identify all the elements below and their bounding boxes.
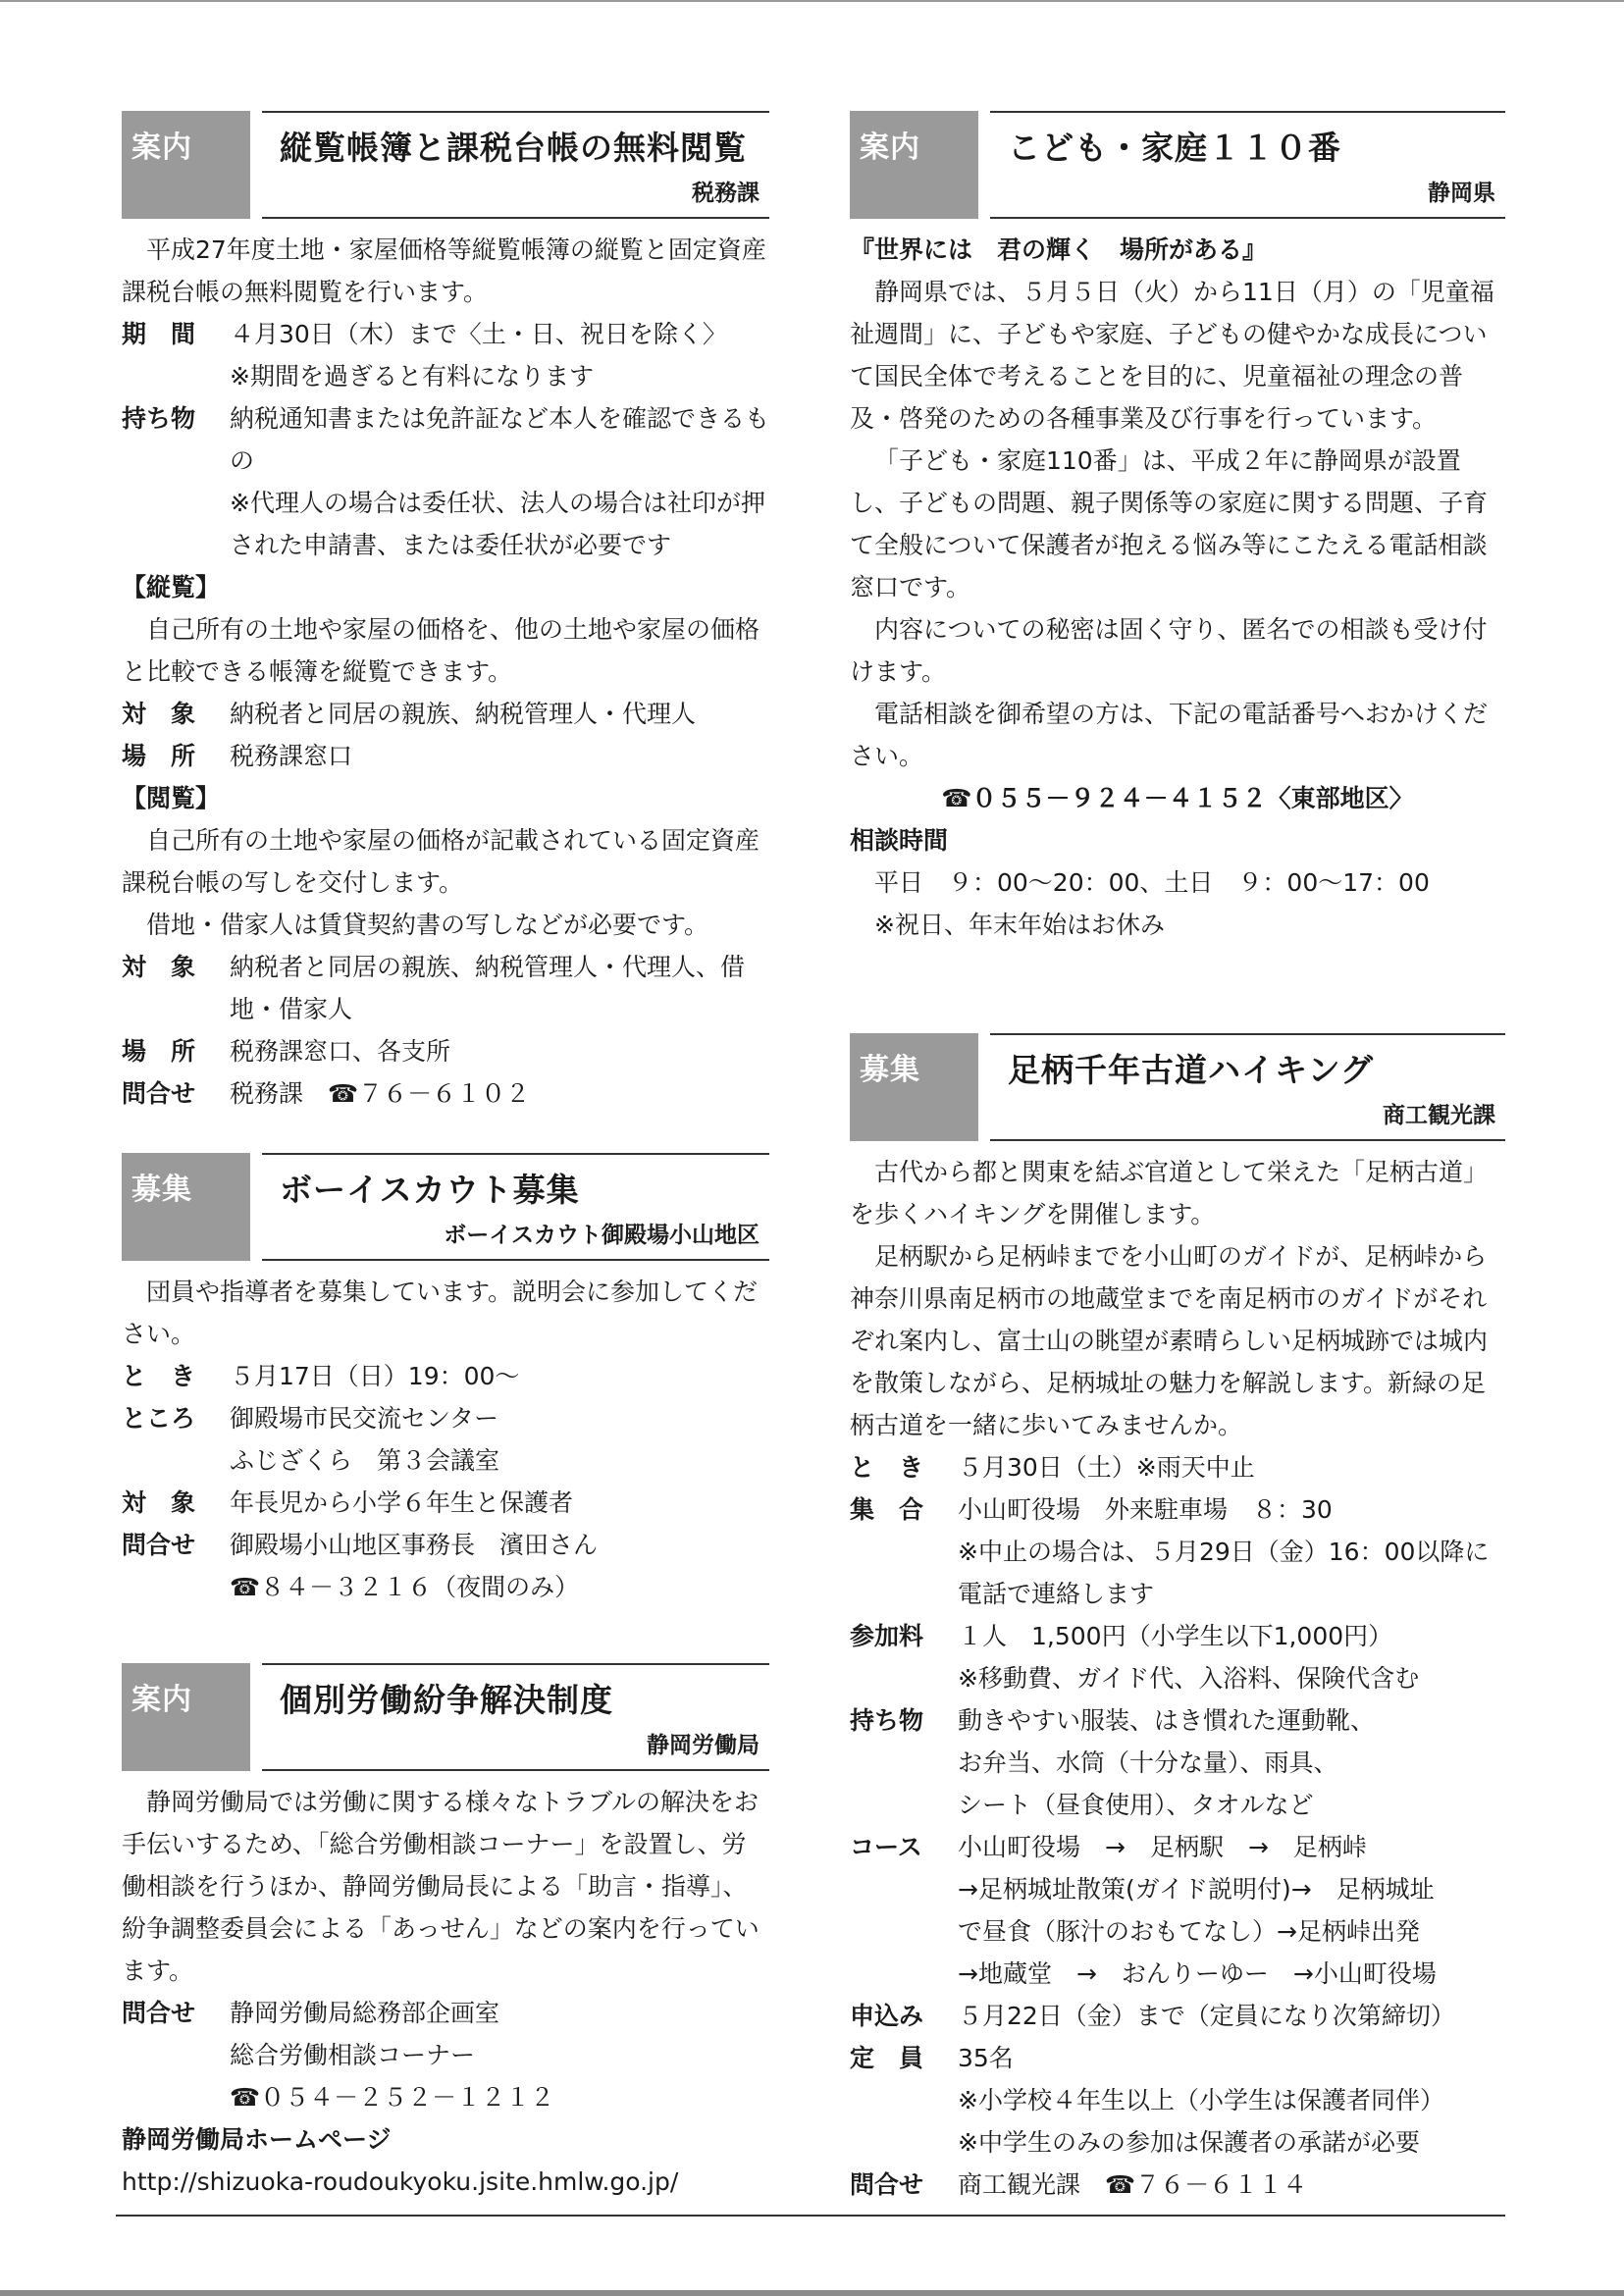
paragraph-1: 古代から都と関東を結ぶ官道として栄えた「足柄古道」を歩くハイキングを開催します。 bbox=[850, 1158, 1489, 1228]
bring-row bbox=[850, 1699, 1505, 1742]
section-title: 縦覧帳簿と課税台帳の無料閲覧 bbox=[280, 129, 747, 167]
bring-label: 持ち物 bbox=[850, 1706, 924, 1735]
inquiry-label: 問合せ bbox=[122, 1531, 196, 1559]
section-header bbox=[122, 1663, 769, 1771]
capacity-value: 35名 bbox=[958, 2044, 1014, 2072]
paragraph-2: 足柄駅から足柄峠までを小山町のガイドが、足柄峠から神奈川県南足柄市の地蔵堂までを南足柄市のガイドがそれぞれ案内し、富士山の眺望が素晴らしい足柄城跡では城内を散策しながら、足柄城址の魅力を解説します。新緑の足柄古道を一緒に歩いてみませんか。 bbox=[850, 1242, 1489, 1439]
slogan: 『世界には 君の輝く 場所がある』 bbox=[850, 235, 1268, 264]
when-row bbox=[850, 1446, 1505, 1488]
subheading-view: 【縦覧】 bbox=[122, 573, 221, 601]
hours-note: ※祝日、年末年始はお休み bbox=[874, 911, 1165, 939]
homepage-url[interactable]: http://shizuoka-roudoukyoku.jsite.hmlw.go.jp/ bbox=[122, 2167, 679, 2196]
bottom-border bbox=[0, 2290, 1624, 2296]
title-rule-bottom bbox=[990, 1139, 1505, 1141]
target-label: 対 象 bbox=[122, 700, 196, 728]
course-value: 小山町役場 → 足柄駅 → 足柄峠 bbox=[958, 1833, 1367, 1861]
course-value-2: →足柄城址散策(ガイド説明付)→ 足柄城址 bbox=[958, 1875, 1435, 1904]
inquiry-row bbox=[122, 1524, 769, 1566]
when-row bbox=[122, 1355, 769, 1397]
period-label: 期 間 bbox=[122, 320, 196, 348]
paragraph-3: 内容についての秘密は固く守り、匿名での相談も受け付けます。 bbox=[850, 615, 1488, 686]
intro-text: 団員や指導者を募集しています。説明会に参加してください。 bbox=[122, 1278, 759, 1348]
when-label: と き bbox=[122, 1362, 196, 1390]
section-department: 税務課 bbox=[692, 181, 760, 206]
section-department: 商工観光課 bbox=[1383, 1103, 1495, 1128]
place-label: 場 所 bbox=[122, 1037, 196, 1066]
place-label: 場 所 bbox=[122, 742, 196, 770]
view-text: 自己所有の土地や家屋の価格を、他の土地や家屋の価格と比較できる帳簿を縦覧できます。 bbox=[122, 615, 760, 686]
when-value: ５月30日（土）※雨天中止 bbox=[958, 1453, 1255, 1482]
inquiry-value: 御殿場小山地区事務長 濱田さん bbox=[230, 1531, 599, 1559]
title-rule-top bbox=[990, 111, 1505, 113]
inspect-note: 借地・借家人は賃貸契約書の写しなどが必要です。 bbox=[146, 911, 709, 939]
section-header bbox=[122, 1153, 769, 1261]
category-tag: 募集 bbox=[850, 1033, 978, 1141]
subheading-inspect: 【閲覧】 bbox=[122, 784, 221, 812]
place-row bbox=[122, 735, 769, 777]
target-value: 納税者と同居の親族、納税管理人・代理人 bbox=[230, 700, 697, 728]
inquiry-label: 問合せ bbox=[122, 1999, 196, 2027]
target-value: 納税者と同居の親族、納税管理人・代理人、借地・借家人 bbox=[230, 953, 746, 1023]
paragraph-2: 「子ども・家庭110番」は、平成２年に静岡県が設置し、子どもの問題、親子関係等の家庭に関する問題、子育て全般について保護者が抱える悩み等にこたえる電話相談窓口です。 bbox=[850, 446, 1489, 601]
category-tag: 募集 bbox=[122, 1153, 250, 1261]
target-label: 対 象 bbox=[122, 953, 196, 981]
section-title: こども・家庭１１０番 bbox=[1008, 129, 1341, 167]
section-department: ボーイスカウト御殿場小山地区 bbox=[444, 1223, 760, 1248]
period-row bbox=[122, 313, 769, 355]
course-value-3: で昼食（豚汁のおもてなし）→足柄峠出発 bbox=[958, 1917, 1420, 1946]
title-rule-bottom bbox=[262, 1769, 769, 1771]
target-label: 対 象 bbox=[122, 1488, 196, 1517]
bring-row bbox=[122, 397, 769, 482]
place-value: 税務課窓口 bbox=[230, 742, 353, 770]
paragraph-4: 電話相談を御希望の方は、下記の電話番号へおかけください。 bbox=[850, 700, 1489, 770]
category-tag: 案内 bbox=[850, 111, 978, 219]
fee-row bbox=[850, 1615, 1505, 1657]
target-row bbox=[122, 1482, 769, 1524]
section-body bbox=[122, 1781, 769, 2203]
apply-label: 申込み bbox=[850, 2002, 924, 2030]
footer-rule bbox=[116, 2215, 1505, 2217]
title-rule-top bbox=[262, 111, 769, 113]
title-rule-top bbox=[262, 1663, 769, 1665]
capacity-note-2: ※中学生のみの参加は保護者の承諾が必要 bbox=[958, 2128, 1420, 2157]
homepage-label: 静岡労働局ホームページ bbox=[122, 2125, 392, 2154]
bring-value-3: シート（昼食使用）、タオルなど bbox=[958, 1791, 1314, 1819]
paragraph-1: 静岡県では、５月５日（火）から11日（月）の「児童福祉週間」に、子どもや家庭、子どもの健やかな成長について国民全体で考えることを目的に、児童福祉の理念の普及・啓発のための各種事業及び行事を行っています。 bbox=[850, 278, 1494, 433]
inquiry-value: 商工観光課 ☎７６－６１１４ bbox=[958, 2170, 1308, 2199]
inquiry-label: 問合せ bbox=[122, 1079, 196, 1108]
inquiry-value: 静岡労働局総務部企画室 bbox=[230, 1999, 500, 2027]
apply-row bbox=[850, 1995, 1505, 2037]
inquiry-row bbox=[850, 2164, 1505, 2206]
section-department: 静岡労働局 bbox=[647, 1733, 760, 1758]
section-title: ボーイスカウト募集 bbox=[280, 1171, 580, 1209]
inquiry-row bbox=[122, 1072, 769, 1115]
where-value-2: ふじざくら 第３会議室 bbox=[230, 1446, 500, 1475]
course-value-4: →地蔵堂 → おんりーゆー →小山町役場 bbox=[958, 1959, 1437, 1988]
intro-text: 静岡労働局では労働に関する様々なトラブルの解決をお手伝いするため、「総合労働相談コーナー」を設置し、労働相談を行うほか、静岡労働局長による「助言・指導」、紛争調整委員会による「あっせん」などの案内を行っています。 bbox=[122, 1788, 760, 1985]
section-title: 足柄千年古道ハイキング bbox=[1008, 1051, 1375, 1089]
inquiry-phone: ☎０５４－２５２－１２１２ bbox=[230, 2083, 555, 2112]
period-value: ４月30日（木）まで〈土・日、祝日を除く〉 bbox=[230, 320, 727, 348]
target-row bbox=[122, 693, 769, 735]
fee-label: 参加料 bbox=[850, 1622, 924, 1650]
section-header bbox=[850, 1033, 1505, 1141]
capacity-row bbox=[850, 2037, 1505, 2079]
meet-value: 小山町役場 外来駐車場 ８：30 bbox=[958, 1495, 1333, 1524]
place-row-2 bbox=[122, 1030, 769, 1072]
category-tag: 案内 bbox=[122, 1663, 250, 1771]
period-note: ※期間を過ぎると有料になります bbox=[230, 362, 594, 391]
title-rule-top bbox=[262, 1153, 769, 1155]
inquiry-phone: ☎８４－３２１６（夜間のみ） bbox=[230, 1573, 580, 1601]
section-header bbox=[122, 111, 769, 219]
section-child-family-110 bbox=[850, 111, 1505, 946]
section-body bbox=[122, 229, 769, 1115]
title-rule-top bbox=[990, 1033, 1505, 1035]
consult-phone: ☎０５５－９２４－４１５２〈東部地区〉 bbox=[941, 784, 1414, 812]
where-row bbox=[122, 1397, 769, 1439]
hours-label: 相談時間 bbox=[850, 826, 949, 855]
section-labor-dispute bbox=[122, 1663, 769, 2203]
inquiry-label: 問合せ bbox=[850, 2170, 924, 2199]
bring-note: ※代理人の場合は委任状、法人の場合は社印が押された申請書、または委任状が必要です bbox=[230, 489, 765, 559]
place-value: 税務課窓口、各支所 bbox=[230, 1037, 451, 1066]
section-body bbox=[850, 229, 1505, 946]
section-department: 静岡県 bbox=[1428, 181, 1495, 206]
where-label: ところ bbox=[122, 1404, 196, 1433]
meet-row bbox=[850, 1488, 1505, 1531]
fee-note: ※移動費、ガイド代、入浴料、保険代含む bbox=[958, 1664, 1420, 1693]
inquiry-value-2: 総合労働相談コーナー bbox=[230, 2041, 476, 2069]
course-label: コース bbox=[850, 1833, 922, 1861]
course-row bbox=[850, 1826, 1505, 1868]
bring-label: 持ち物 bbox=[122, 404, 196, 433]
section-boy-scout bbox=[122, 1153, 769, 1608]
fee-value: １人 1,500円（小学生以下1,000円） bbox=[958, 1622, 1393, 1650]
bring-value: 納税通知書または免許証など本人を確認できるもの bbox=[230, 404, 770, 475]
target-row-2 bbox=[122, 946, 769, 1030]
capacity-label: 定 員 bbox=[850, 2044, 924, 2072]
title-rule-bottom bbox=[262, 217, 769, 219]
when-label: と き bbox=[850, 1453, 924, 1482]
inspect-text: 自己所有の土地や家屋の価格が記載されている固定資産課税台帳の写しを交付します。 bbox=[122, 826, 760, 897]
hours-value: 平日 ９：00～20：00、土日 ９：00～17：00 bbox=[874, 868, 1430, 897]
bring-value-2: お弁当、水筒（十分な量）、雨具、 bbox=[958, 1748, 1338, 1777]
meet-label: 集 合 bbox=[850, 1495, 924, 1524]
section-header bbox=[850, 111, 1505, 219]
section-body bbox=[850, 1151, 1505, 2206]
intro-text: 平成27年度土地・家屋価格等縦覧帳簿の縦覧と固定資産課税台帳の無料閲覧を行います。 bbox=[122, 235, 766, 306]
category-tag: 案内 bbox=[122, 111, 250, 219]
apply-value: ５月22日（金）まで（定員になり次第締切） bbox=[958, 2002, 1455, 2030]
section-title: 個別労働紛争解決制度 bbox=[280, 1681, 613, 1719]
title-rule-bottom bbox=[990, 217, 1505, 219]
inquiry-value: 税務課 ☎７６－６１０２ bbox=[230, 1079, 531, 1108]
meet-note: ※中止の場合は、５月29日（金）16：00以降に電話で連絡します bbox=[958, 1538, 1490, 1608]
bring-value: 動きやすい服装、はき慣れた運動靴、 bbox=[958, 1706, 1376, 1735]
inquiry-row bbox=[122, 1992, 769, 2034]
capacity-note-1: ※小学校４年生以上（小学生は保護者同伴） bbox=[958, 2086, 1444, 2114]
where-value: 御殿場市民交流センター bbox=[230, 1404, 499, 1433]
section-ashigara-hiking bbox=[850, 1033, 1505, 2206]
section-tax-ledger bbox=[122, 111, 769, 1115]
when-value: ５月17日（日）19：00～ bbox=[230, 1362, 520, 1390]
section-body bbox=[122, 1271, 769, 1608]
top-border bbox=[0, 0, 1624, 2]
target-value: 年長児から小学６年生と保護者 bbox=[230, 1488, 574, 1517]
title-rule-bottom bbox=[262, 1259, 769, 1261]
